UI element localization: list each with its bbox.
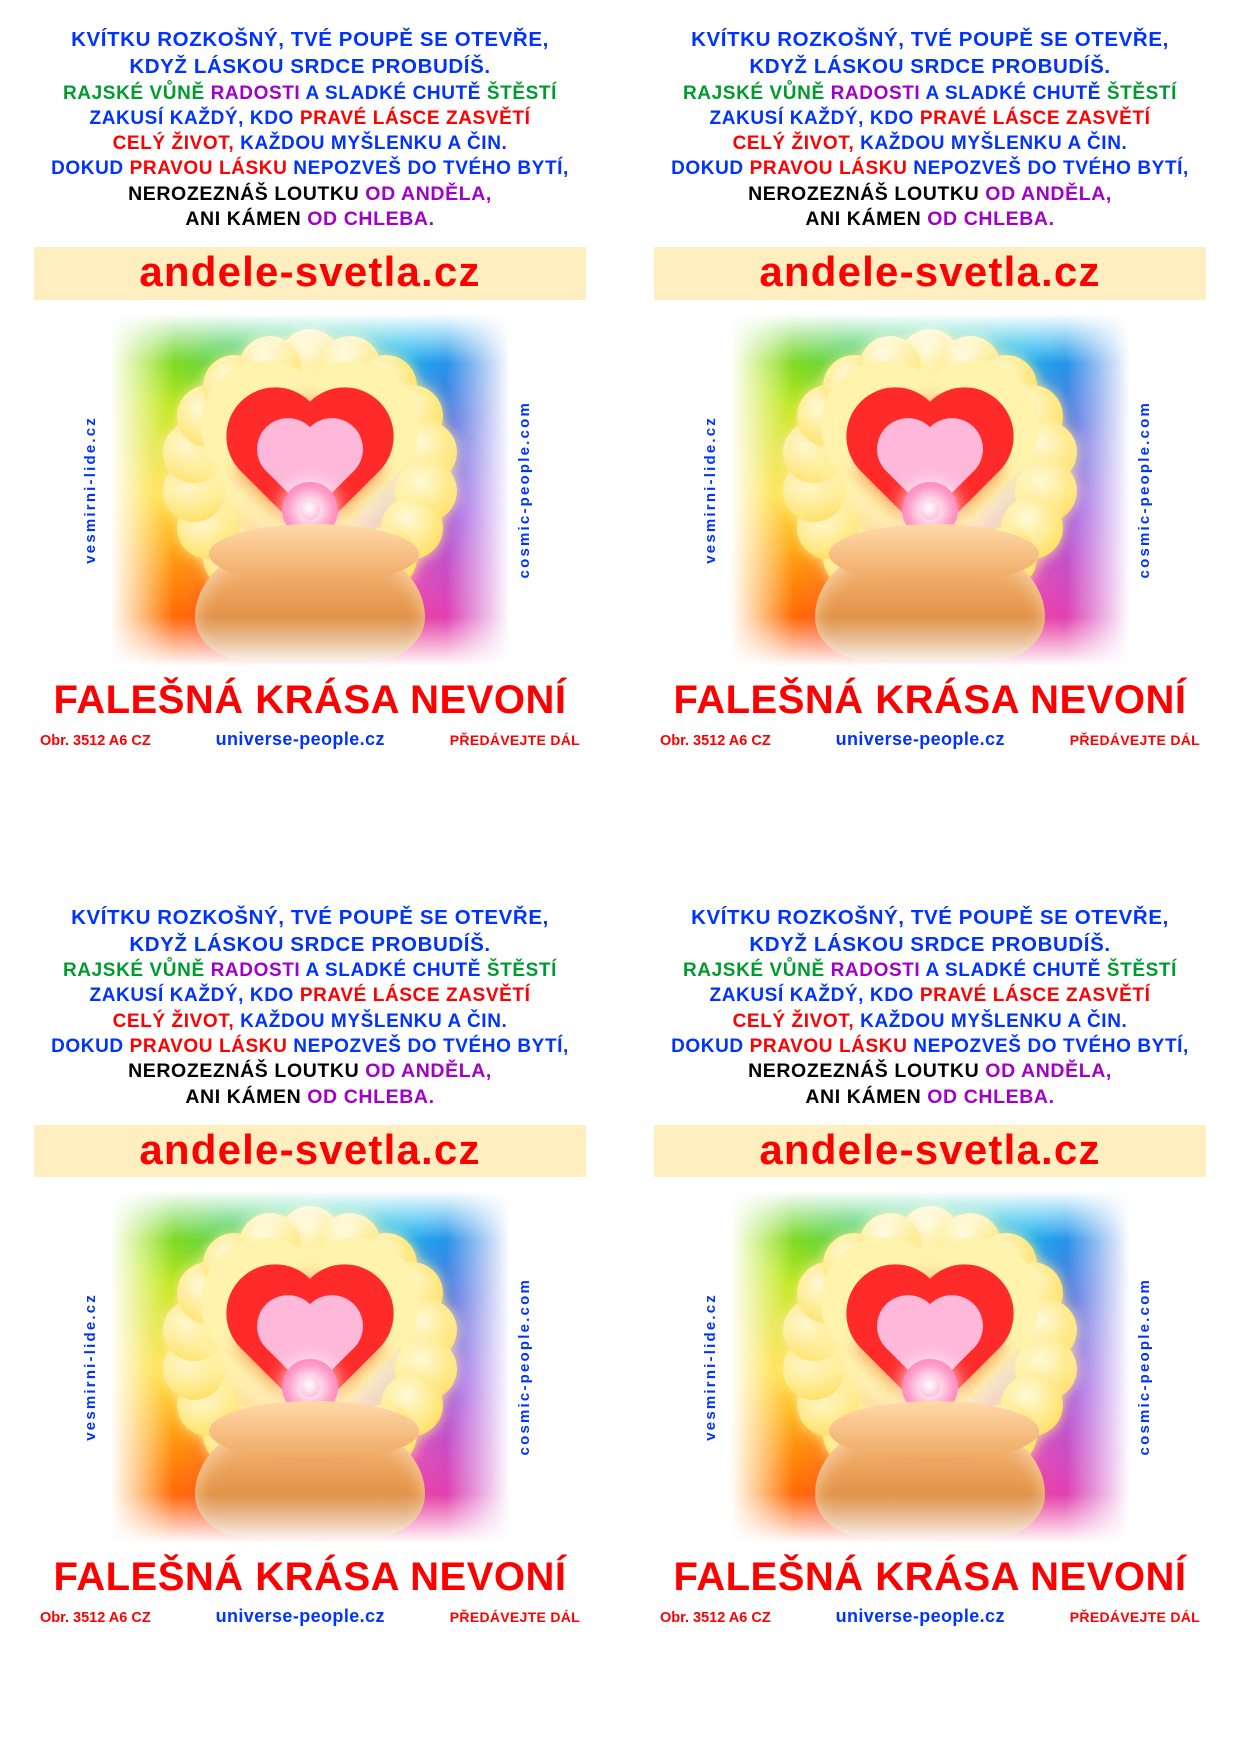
footer-ref: Obr. 3512 A6 CZ xyxy=(40,1610,151,1626)
verse-line-1: KVÍTKU ROZKOŠNÝ, TVÉ POUPĚ SE OTEVŘE, xyxy=(691,905,1169,929)
leaflet-card xyxy=(0,878,620,1755)
verse-line-4: ZAKUSÍ KAŽDÝ, KDO PRAVÉ LÁSCE ZASVĚTÍ xyxy=(709,107,1151,129)
verse-line-3: RAJSKÉ VŮNĚ RADOSTI A SLADKÉ CHUTĚ ŠTĚSTÍ xyxy=(682,960,1178,981)
footer-ref: Obr. 3512 A6 CZ xyxy=(40,732,151,749)
verse-block xyxy=(34,26,586,233)
right-site-label: cosmic-people.com xyxy=(516,400,533,579)
card-title: FALEŠNÁ KRÁSA NEVONÍ xyxy=(673,1555,1187,1599)
verse-line-2: KDYŽ LÁSKOU SRDCE PROBUDÍŠ. xyxy=(129,55,491,79)
verse-line-1: KVÍTKU ROZKOŠNÝ, TVÉ POUPĚ SE OTEVŘE, xyxy=(691,28,1169,51)
verse-line-4: ZAKUSÍ KAŽDÝ, KDO PRAVÉ LÁSCE ZASVĚTÍ xyxy=(89,107,531,129)
card-footer xyxy=(654,1606,1206,1627)
verse-line-4: ZAKUSÍ KAŽDÝ, KDO PRAVÉ LÁSCE ZASVĚTÍ xyxy=(89,985,531,1007)
verse-line-1: KVÍTKU ROZKOŠNÝ, TVÉ POUPĚ SE OTEVŘE, xyxy=(71,905,549,929)
footer-ref: Obr. 3512 A6 CZ xyxy=(660,1610,771,1626)
verse-line-3: RAJSKÉ VŮNĚ RADOSTI A SLADKÉ CHUTĚ ŠTĚSTÍ xyxy=(62,82,558,104)
verse-line-8: ANI KÁMEN OD CHLEBA. xyxy=(805,1085,1055,1108)
website-banner-text: andele-svetla.cz xyxy=(139,1125,481,1173)
website-banner-text: andele-svetla.cz xyxy=(759,1125,1101,1173)
verse-block xyxy=(34,904,586,1111)
footer-site[interactable]: universe-people.cz xyxy=(215,728,385,749)
right-site-label: cosmic-people.com xyxy=(516,1278,533,1456)
verse-line-6: DOKUD PRAVOU LÁSKU NEPOZVEŠ DO TVÉHO BYTÍ, xyxy=(671,1035,1189,1057)
footer-note: PŘEDÁVEJTE DÁL xyxy=(449,1609,580,1625)
verse-line-4: ZAKUSÍ KAŽDÝ, KDO PRAVÉ LÁSCE ZASVĚTÍ xyxy=(709,985,1151,1007)
right-site-label: cosmic-people.com xyxy=(1136,1278,1153,1456)
verse-line-8: ANI KÁMEN OD CHLEBA. xyxy=(185,208,435,231)
card-title: FALEŠNÁ KRÁSA NEVONÍ xyxy=(673,677,1187,722)
leaflet-card xyxy=(0,0,620,878)
rainbow-heart-rose-in-hand-image xyxy=(730,314,1130,666)
verse-block xyxy=(654,904,1206,1111)
verse-line-3: RAJSKÉ VŮNĚ RADOSTI A SLADKÉ CHUTĚ ŠTĚSTÍ xyxy=(682,82,1178,104)
verse-line-6: DOKUD PRAVOU LÁSKU NEPOZVEŠ DO TVÉHO BYTÍ, xyxy=(671,158,1189,180)
verse-line-5: CELÝ ŽIVOT, KAŽDOU MYŠLENKU A ČIN. xyxy=(112,133,508,155)
artwork-row xyxy=(654,314,1206,666)
rainbow-heart-rose-in-hand-image xyxy=(110,314,510,666)
card-title: FALEŠNÁ KRÁSA NEVONÍ xyxy=(53,677,567,722)
verse-line-1: KVÍTKU ROZKOŠNÝ, TVÉ POUPĚ SE OTEVŘE, xyxy=(71,28,549,51)
card-footer xyxy=(34,729,586,750)
right-site-label: cosmic-people.com xyxy=(1136,400,1153,579)
left-site-label: vesmirni-lide.cz xyxy=(82,415,99,564)
card-footer xyxy=(654,729,1206,750)
footer-site[interactable]: universe-people.cz xyxy=(835,1606,1005,1626)
footer-site[interactable]: universe-people.cz xyxy=(215,1606,385,1626)
footer-note: PŘEDÁVEJTE DÁL xyxy=(1069,731,1200,748)
verse-block xyxy=(654,26,1206,233)
verse-line-5: CELÝ ŽIVOT, KAŽDOU MYŠLENKU A ČIN. xyxy=(732,1010,1128,1032)
verse-line-7: NEROZEZNÁŠ LOUTKU OD ANDĚLA, xyxy=(128,1060,492,1083)
footer-site[interactable]: universe-people.cz xyxy=(835,728,1005,749)
website-banner[interactable] xyxy=(34,247,586,299)
artwork-row xyxy=(34,314,586,666)
verse-line-8: ANI KÁMEN OD CHLEBA. xyxy=(805,208,1055,231)
verse-line-2: KDYŽ LÁSKOU SRDCE PROBUDÍŠ. xyxy=(129,932,491,956)
footer-ref: Obr. 3512 A6 CZ xyxy=(660,732,771,749)
left-site-label: vesmirni-lide.cz xyxy=(702,415,719,564)
artwork-row xyxy=(34,1191,586,1543)
verse-line-6: DOKUD PRAVOU LÁSKU NEPOZVEŠ DO TVÉHO BYTÍ, xyxy=(51,1035,569,1057)
rainbow-heart-rose-in-hand-image xyxy=(110,1191,510,1543)
footer-note: PŘEDÁVEJTE DÁL xyxy=(449,731,580,748)
verse-line-5: CELÝ ŽIVOT, KAŽDOU MYŠLENKU A ČIN. xyxy=(732,133,1128,155)
verse-line-3: RAJSKÉ VŮNĚ RADOSTI A SLADKÉ CHUTĚ ŠTĚSTÍ xyxy=(62,960,558,981)
card-footer xyxy=(34,1606,586,1627)
website-banner[interactable] xyxy=(34,1125,586,1177)
artwork-row xyxy=(654,1191,1206,1543)
website-banner[interactable] xyxy=(654,1125,1206,1177)
verse-line-5: CELÝ ŽIVOT, KAŽDOU MYŠLENKU A ČIN. xyxy=(112,1010,508,1032)
card-title: FALEŠNÁ KRÁSA NEVONÍ xyxy=(53,1555,567,1599)
leaflet-card xyxy=(620,878,1240,1755)
leaflet-card xyxy=(620,0,1240,878)
website-banner[interactable] xyxy=(654,247,1206,299)
left-site-label: vesmirni-lide.cz xyxy=(82,1293,99,1441)
verse-line-7: NEROZEZNÁŠ LOUTKU OD ANDĚLA, xyxy=(128,182,492,205)
verse-line-7: NEROZEZNÁŠ LOUTKU OD ANDĚLA, xyxy=(748,182,1112,205)
website-banner-text: andele-svetla.cz xyxy=(759,248,1101,296)
verse-line-7: NEROZEZNÁŠ LOUTKU OD ANDĚLA, xyxy=(748,1060,1112,1083)
verse-line-2: KDYŽ LÁSKOU SRDCE PROBUDÍŠ. xyxy=(749,55,1111,79)
verse-line-8: ANI KÁMEN OD CHLEBA. xyxy=(185,1085,435,1108)
website-banner-text: andele-svetla.cz xyxy=(139,248,481,296)
verse-line-6: DOKUD PRAVOU LÁSKU NEPOZVEŠ DO TVÉHO BYTÍ, xyxy=(51,158,569,180)
rainbow-heart-rose-in-hand-image xyxy=(730,1191,1130,1543)
footer-note: PŘEDÁVEJTE DÁL xyxy=(1069,1609,1200,1625)
verse-line-2: KDYŽ LÁSKOU SRDCE PROBUDÍŠ. xyxy=(749,932,1111,956)
left-site-label: vesmirni-lide.cz xyxy=(702,1293,719,1441)
